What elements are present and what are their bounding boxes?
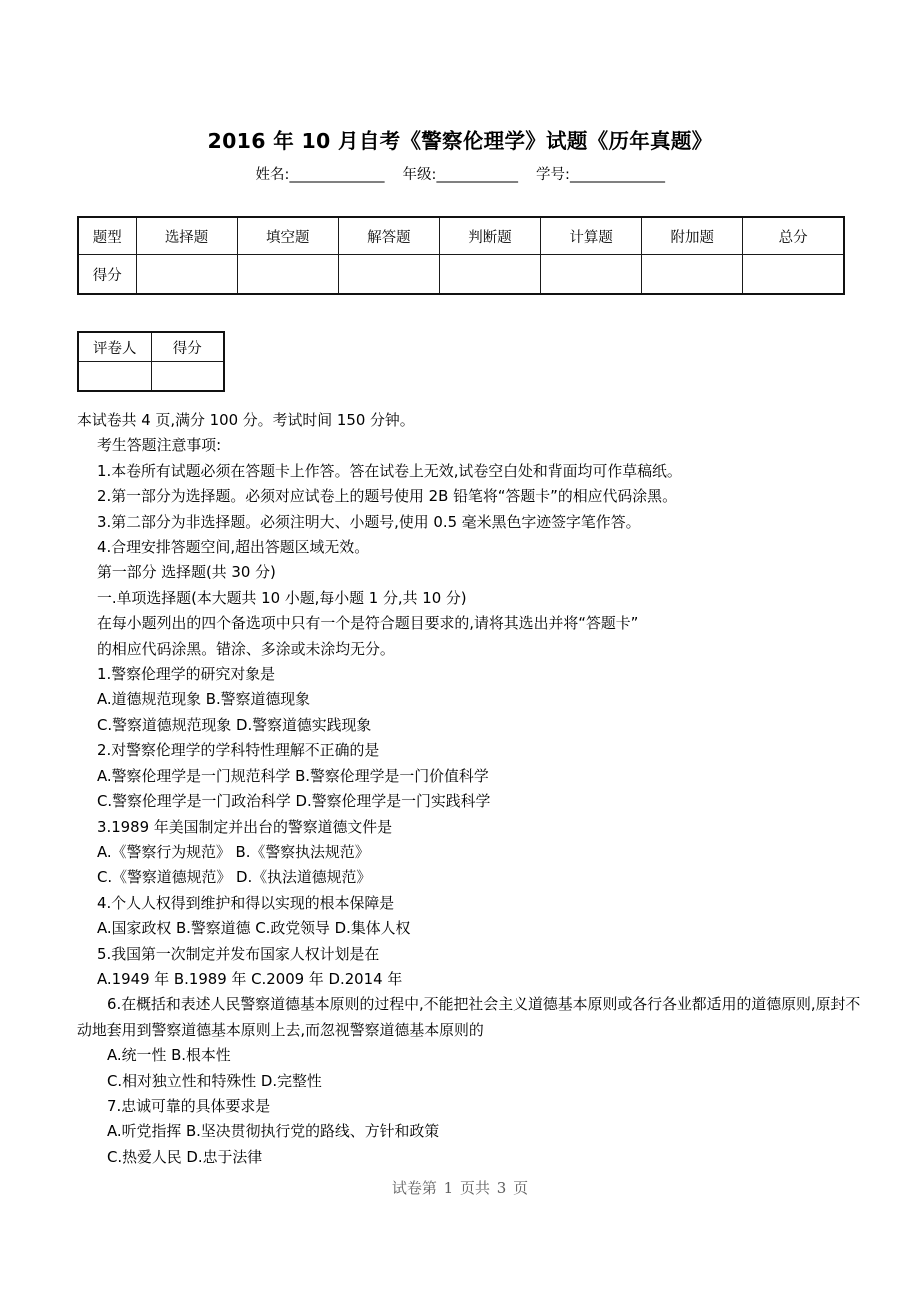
question-options[interactable]: A.听党指挥 B.坚决贯彻执行党的路线、方针和政策 — [107, 1122, 440, 1141]
name-blank[interactable]: ______________ — [289, 167, 384, 183]
score-header-cell: 题型 — [78, 217, 136, 255]
table-row — [78, 362, 224, 392]
question-options[interactable]: C.警察道德规范现象 D.警察道德实践现象 — [97, 715, 372, 734]
score-header-cell: 选择题 — [136, 217, 237, 255]
table-row-header — [78, 217, 844, 255]
question-options[interactable]: C.警察伦理学是一门政治科学 D.警察伦理学是一门实践科学 — [97, 792, 491, 811]
score-header-cell: 解答题 — [338, 217, 439, 255]
score-value-cell[interactable] — [338, 255, 439, 295]
grader-value-cell[interactable] — [78, 362, 151, 392]
question-options[interactable]: A.统一性 B.根本性 — [107, 1046, 231, 1065]
question-options[interactable]: A.《警察行为规范》 B.《警察执法规范》 — [97, 842, 370, 861]
score-header-cell: 计算题 — [541, 217, 642, 255]
student-no-label: 学号: — [536, 167, 570, 183]
score-value-cell[interactable] — [642, 255, 743, 295]
question-options[interactable]: C.相对独立性和特殊性 D.完整性 — [107, 1071, 322, 1090]
question-stem: 5.我国第一次制定并发布国家人权计划是在 — [97, 944, 380, 963]
grader-header-cell: 得分 — [151, 332, 224, 362]
question-stem: 2.对警察伦理学的学科特性理解不正确的是 — [97, 741, 380, 760]
score-summary-table — [77, 216, 845, 295]
footer-page-number: 1 — [443, 1179, 454, 1197]
question-options[interactable]: A.1949 年 B.1989 年 C.2009 年 D.2014 年 — [97, 969, 403, 988]
question-options[interactable]: C.《警察道德规范》 D.《执法道德规范》 — [97, 868, 372, 887]
question-options[interactable]: A.国家政权 B.警察道德 C.政党领导 D.集体人权 — [97, 919, 411, 938]
score-value-cell[interactable] — [743, 255, 844, 295]
question-stem: 4.个人人权得到维护和得以实现的根本保障是 — [97, 893, 395, 912]
footer-prefix: 试卷第 — [391, 1179, 437, 1197]
grader-table — [77, 331, 225, 392]
question-stem: 6.在概括和表述人民警察道德基本原则的过程中,不能把社会主义道德基本原则或各行各业都适用的道德原则,原封不动地套用到警察道德基本原则上去,而忽视警察道德基本原则的 — [77, 995, 861, 1039]
part-one-heading: 第一部分 选择题(共 30 分) — [97, 563, 276, 582]
score-value-cell[interactable] — [439, 255, 540, 295]
score-header-cell: 总分 — [743, 217, 844, 255]
grade-label: 年级: — [402, 167, 437, 183]
page-title: 2016 年 10 月自考《警察伦理学》试题《历年真题》 — [207, 129, 713, 153]
exam-body — [77, 408, 867, 1170]
question-options[interactable]: A.警察伦理学是一门规范科学 B.警察伦理学是一门价值科学 — [97, 766, 489, 785]
section-one-directions-line-1: 在每小题列出的四个备选项中只有一个是符合题目要求的,请将其选出并将“答题卡” — [97, 614, 639, 633]
table-row-header — [78, 332, 224, 362]
question-stem: 7.忠诚可靠的具体要求是 — [107, 1096, 271, 1115]
grade-blank[interactable]: ____________ — [436, 167, 518, 183]
name-label: 姓名: — [255, 167, 290, 183]
notice-heading: 考生答题注意事项: — [97, 436, 222, 455]
question-options[interactable]: C.热爱人民 D.忠于法律 — [107, 1147, 263, 1166]
notice-item: 2.第一部分为选择题。必须对应试卷上的题号使用 2B 铅笔将“答题卡”的相应代码涂黑。 — [97, 487, 677, 506]
page-footer — [0, 1177, 920, 1198]
score-value-cell[interactable] — [541, 255, 642, 295]
section-one-heading: 一.单项选择题(本大题共 10 小题,每小题 1 分,共 10 分) — [97, 588, 467, 607]
score-value-cell[interactable] — [136, 255, 237, 295]
student-identity-line — [0, 163, 920, 184]
grade-field-group — [403, 167, 518, 183]
notice-item: 4.合理安排答题空间,超出答题区域无效。 — [97, 538, 370, 557]
score-row-label: 得分 — [78, 255, 136, 295]
score-value-cell[interactable] — [237, 255, 338, 295]
notice-item: 3.第二部分为非选择题。必须注明大、小题号,使用 0.5 毫米黑色字迹签字笔作答。 — [97, 512, 641, 531]
score-header-cell: 填空题 — [237, 217, 338, 255]
student-no-blank[interactable]: ______________ — [569, 167, 665, 183]
score-header-cell: 判断题 — [439, 217, 540, 255]
grader-header-cell: 评卷人 — [78, 332, 151, 362]
section-one-directions-line-2: 的相应代码涂黑。错涂、多涂或未涂均无分。 — [97, 639, 395, 658]
exam-info-line: 本试卷共 4 页,满分 100 分。考试时间 150 分钟。 — [77, 411, 415, 429]
score-header-cell: 附加题 — [642, 217, 743, 255]
student-no-field-group — [536, 167, 664, 183]
footer-middle: 页共 — [459, 1179, 490, 1197]
question-stem: 1.警察伦理学的研究对象是 — [97, 665, 276, 684]
footer-suffix: 页 — [513, 1179, 529, 1197]
notice-item: 1.本卷所有试题必须在答题卡上作答。答在试卷上无效,试卷空白处和背面均可作草稿纸。 — [97, 461, 682, 480]
question-options[interactable]: A.道德规范现象 B.警察道德现象 — [97, 690, 311, 709]
name-field-group — [256, 167, 384, 183]
grader-value-cell[interactable] — [151, 362, 224, 392]
question-stem: 3.1989 年美国制定并出台的警察道德文件是 — [97, 817, 393, 836]
table-row — [78, 255, 844, 295]
footer-total-pages: 3 — [496, 1179, 507, 1197]
